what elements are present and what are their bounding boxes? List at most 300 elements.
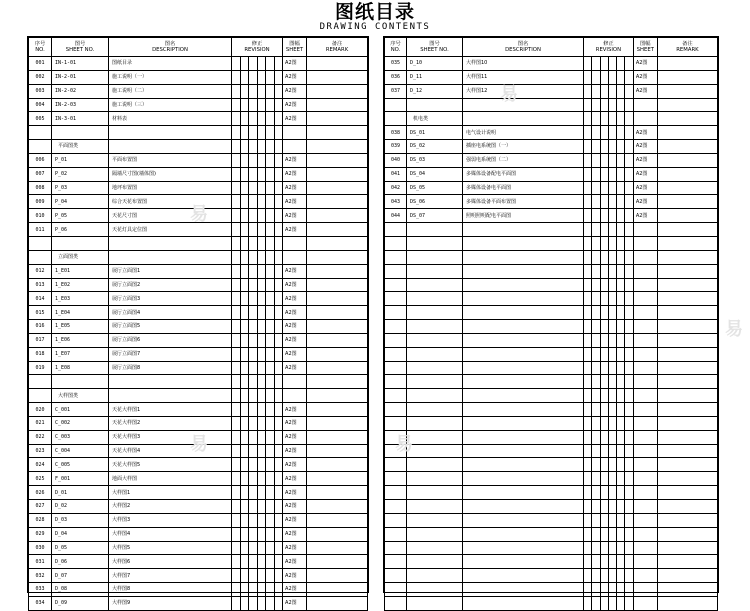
row-remark (307, 195, 368, 209)
row-number: 033 (29, 583, 52, 597)
revision-cell (617, 153, 625, 167)
row-number: 019 (29, 361, 52, 375)
revision-cell (266, 583, 275, 597)
row-sheet-no: C_002 (52, 416, 109, 430)
row-sheet-no: D_06 (52, 555, 109, 569)
revision-cell (232, 320, 241, 334)
row-remark (657, 195, 717, 209)
revision-cell (266, 236, 275, 250)
revision-cell (274, 98, 283, 112)
revision-cell (257, 513, 266, 527)
revision-cell (249, 430, 258, 444)
row-sheet-no (407, 569, 463, 583)
table-header-row (29, 38, 368, 57)
row-sheet-size (633, 500, 657, 514)
revision-cell (274, 181, 283, 195)
row-sheet-size (633, 527, 657, 541)
row-sheet-no: D_12 (407, 84, 463, 98)
revision-cell (266, 472, 275, 486)
revision-cell (625, 444, 633, 458)
row-sheet-size: A2图 (283, 458, 307, 472)
revision-cell (617, 70, 625, 84)
table-row (29, 223, 368, 237)
revision-cell (617, 333, 625, 347)
row-sheet-no (407, 472, 463, 486)
row-sheet-size (633, 430, 657, 444)
row-sheet-no: C_001 (52, 403, 109, 417)
row-sheet-size: A2图 (633, 140, 657, 154)
revision-cell (592, 57, 600, 71)
empty-row (29, 236, 368, 250)
row-number: 003 (29, 84, 52, 98)
row-sheet-size: A2图 (283, 112, 307, 126)
row-number: 040 (385, 153, 407, 167)
row-sheet-size (633, 333, 657, 347)
revision-cell (592, 596, 600, 610)
revision-cell (249, 444, 258, 458)
revision-cell (274, 361, 283, 375)
row-remark (307, 57, 368, 71)
revision-cell (608, 458, 616, 472)
revision-cell (274, 112, 283, 126)
row-remark (657, 126, 717, 140)
revision-cell (625, 583, 633, 597)
revision-cell (257, 555, 266, 569)
row-description: 展厅立面图2 (109, 278, 232, 292)
row-number (385, 513, 407, 527)
revision-cell (592, 250, 600, 264)
revision-cell (625, 569, 633, 583)
row-sheet-no (52, 236, 109, 250)
header-revision: 修正 REVISION (584, 38, 634, 57)
row-sheet-size (633, 555, 657, 569)
revision-cell (232, 513, 241, 527)
revision-cell (584, 223, 592, 237)
row-number: 012 (29, 264, 52, 278)
row-description: 大样图1 (109, 486, 232, 500)
revision-cell (617, 57, 625, 71)
row-sheet-size: A2图 (283, 500, 307, 514)
row-description: 大样图10 (463, 57, 584, 71)
row-remark (657, 333, 717, 347)
row-remark (657, 236, 717, 250)
revision-cell (240, 486, 249, 500)
row-sheet-no: IN-2-01 (52, 70, 109, 84)
revision-cell (617, 292, 625, 306)
revision-cell (266, 84, 275, 98)
row-sheet-size: A2图 (283, 57, 307, 71)
header-no: 序号 NO. (29, 38, 52, 57)
revision-cell (608, 167, 616, 181)
revision-cell (584, 57, 592, 71)
revision-cell (625, 98, 633, 112)
empty-row (385, 458, 718, 472)
revision-cell (600, 84, 608, 98)
row-sheet-size (283, 375, 307, 389)
row-number (385, 333, 407, 347)
revision-cell (232, 209, 241, 223)
revision-cell (625, 278, 633, 292)
row-number (385, 527, 407, 541)
revision-cell (249, 375, 258, 389)
row-description (463, 320, 584, 334)
row-sheet-size: A2图 (283, 195, 307, 209)
revision-cell (592, 264, 600, 278)
row-sheet-no: P_04 (52, 195, 109, 209)
row-sheet-no (407, 278, 463, 292)
revision-cell (249, 416, 258, 430)
revision-cell (240, 320, 249, 334)
row-sheet-no: 1_E07 (52, 347, 109, 361)
revision-cell (592, 458, 600, 472)
row-sheet-size (633, 444, 657, 458)
row-number: 010 (29, 209, 52, 223)
row-remark (657, 278, 717, 292)
revision-cell (625, 250, 633, 264)
revision-cell (257, 98, 266, 112)
revision-cell (274, 126, 283, 140)
row-description (463, 264, 584, 278)
revision-cell (232, 486, 241, 500)
revision-cell (608, 430, 616, 444)
row-description (463, 444, 584, 458)
row-remark (307, 527, 368, 541)
row-description (463, 416, 584, 430)
row-remark (307, 458, 368, 472)
row-sheet-no: 1_E06 (52, 333, 109, 347)
table-row (29, 500, 368, 514)
row-sheet-no (407, 430, 463, 444)
row-sheet-size (633, 98, 657, 112)
row-number (385, 458, 407, 472)
row-remark (657, 500, 717, 514)
revision-cell (600, 500, 608, 514)
revision-cell (592, 292, 600, 306)
revision-cell (266, 140, 275, 154)
revision-cell (592, 112, 600, 126)
row-sheet-size: A2图 (283, 444, 307, 458)
revision-cell (608, 126, 616, 140)
revision-cell (600, 347, 608, 361)
right-contents-table (383, 36, 719, 593)
revision-cell (592, 361, 600, 375)
empty-row (385, 513, 718, 527)
row-sheet-size: A2图 (283, 555, 307, 569)
revision-cell (617, 195, 625, 209)
row-remark (307, 486, 368, 500)
row-number (385, 444, 407, 458)
revision-cell (608, 153, 616, 167)
header-description: 图名 DESCRIPTION (109, 38, 232, 57)
row-description (463, 527, 584, 541)
row-sheet-no: 1_E03 (52, 292, 109, 306)
row-remark (307, 569, 368, 583)
revision-cell (266, 209, 275, 223)
row-sheet-size (633, 112, 657, 126)
revision-cell (625, 167, 633, 181)
row-sheet-no (407, 361, 463, 375)
revision-cell (608, 541, 616, 555)
revision-cell (625, 140, 633, 154)
row-remark (307, 167, 368, 181)
row-sheet-no: IN-1-01 (52, 57, 109, 71)
row-description: 天花大样图2 (109, 416, 232, 430)
row-description (463, 583, 584, 597)
empty-row (29, 126, 368, 140)
row-description: 多媒体设备电平面图 (463, 181, 584, 195)
row-description: 天花尺寸图 (109, 209, 232, 223)
row-description (463, 375, 584, 389)
revision-cell (249, 278, 258, 292)
row-remark (657, 416, 717, 430)
revision-cell (592, 195, 600, 209)
revision-cell (240, 569, 249, 583)
row-sheet-no: D_04 (52, 527, 109, 541)
row-number: 036 (385, 70, 407, 84)
revision-cell (584, 569, 592, 583)
revision-cell (625, 153, 633, 167)
revision-cell (266, 306, 275, 320)
row-description: 施工说明（一） (109, 70, 232, 84)
table-row (29, 181, 368, 195)
header-no: 序号 NO. (385, 38, 407, 57)
row-number: 030 (29, 541, 52, 555)
row-description: 图纸目录 (109, 57, 232, 71)
revision-cell (257, 195, 266, 209)
revision-cell (625, 513, 633, 527)
revision-cell (266, 181, 275, 195)
row-sheet-size: A2图 (283, 292, 307, 306)
revision-cell (249, 569, 258, 583)
row-description: 天花灯具定位图 (109, 223, 232, 237)
revision-cell (592, 430, 600, 444)
row-description (109, 126, 232, 140)
revision-cell (257, 527, 266, 541)
revision-cell (625, 486, 633, 500)
section-row (29, 250, 368, 264)
row-sheet-no (407, 513, 463, 527)
revision-cell (584, 278, 592, 292)
revision-cell (608, 250, 616, 264)
revision-cell (625, 333, 633, 347)
row-remark (307, 126, 368, 140)
revision-cell (584, 513, 592, 527)
header-sheet-no: 图号 SHEET NO. (407, 38, 463, 57)
revision-cell (592, 320, 600, 334)
revision-cell (600, 70, 608, 84)
table-row (29, 569, 368, 583)
row-description (463, 292, 584, 306)
revision-cell (257, 140, 266, 154)
row-number: 042 (385, 181, 407, 195)
revision-cell (240, 375, 249, 389)
revision-cell (240, 112, 249, 126)
row-sheet-no: C_003 (52, 430, 109, 444)
row-number: 026 (29, 486, 52, 500)
revision-cell (274, 596, 283, 610)
revision-cell (232, 140, 241, 154)
revision-cell (249, 209, 258, 223)
revision-cell (257, 278, 266, 292)
row-sheet-size: A2图 (283, 527, 307, 541)
revision-cell (617, 209, 625, 223)
revision-cell (266, 513, 275, 527)
table-row (385, 70, 718, 84)
page-subtitle: DRAWING CONTENTS (319, 22, 431, 32)
revision-cell (617, 583, 625, 597)
row-sheet-size: A2图 (283, 320, 307, 334)
revision-cell (266, 70, 275, 84)
row-sheet-size: A2图 (633, 167, 657, 181)
revision-cell (232, 306, 241, 320)
row-sheet-size (283, 250, 307, 264)
revision-cell (592, 209, 600, 223)
empty-row (385, 320, 718, 334)
revision-cell (600, 486, 608, 500)
row-remark (307, 444, 368, 458)
revision-cell (608, 292, 616, 306)
revision-cell (592, 153, 600, 167)
revision-cell (266, 167, 275, 181)
row-description: 大样图3 (109, 513, 232, 527)
empty-row (385, 596, 718, 610)
revision-cell (617, 167, 625, 181)
row-number: 021 (29, 416, 52, 430)
revision-cell (274, 264, 283, 278)
row-description (463, 347, 584, 361)
empty-row (385, 223, 718, 237)
revision-cell (257, 444, 266, 458)
section-label: 大样图类 (52, 389, 109, 403)
row-number: 037 (385, 84, 407, 98)
revision-cell (274, 167, 283, 181)
row-number (385, 278, 407, 292)
row-number: 001 (29, 57, 52, 71)
row-sheet-size: A2图 (283, 264, 307, 278)
row-number (29, 250, 52, 264)
revision-cell (232, 167, 241, 181)
row-sheet-no: DS_02 (407, 140, 463, 154)
empty-row (385, 555, 718, 569)
row-number: 024 (29, 458, 52, 472)
row-number: 039 (385, 140, 407, 154)
row-description: 施工说明（二） (109, 84, 232, 98)
revision-cell (625, 458, 633, 472)
revision-cell (600, 306, 608, 320)
row-sheet-size (283, 389, 307, 403)
table-row (29, 513, 368, 527)
row-number: 002 (29, 70, 52, 84)
row-remark (657, 403, 717, 417)
row-sheet-no: D_07 (52, 569, 109, 583)
empty-row (385, 333, 718, 347)
row-remark (307, 416, 368, 430)
revision-cell (240, 126, 249, 140)
row-sheet-size: A2图 (283, 223, 307, 237)
revision-cell (249, 541, 258, 555)
table-row (29, 333, 368, 347)
row-description: 展厅立面图4 (109, 306, 232, 320)
revision-cell (274, 306, 283, 320)
row-description: 多媒体设备平面布置图 (463, 195, 584, 209)
revision-cell (584, 541, 592, 555)
row-sheet-no: 1_E04 (52, 306, 109, 320)
revision-cell (274, 70, 283, 84)
row-remark (657, 430, 717, 444)
row-description: 电气设计说明 (463, 126, 584, 140)
revision-cell (625, 361, 633, 375)
revision-cell (584, 181, 592, 195)
revision-cell (584, 84, 592, 98)
revision-cell (625, 347, 633, 361)
row-sheet-size: A2图 (283, 472, 307, 486)
table-row (29, 320, 368, 334)
row-number: 014 (29, 292, 52, 306)
row-sheet-size: A2图 (283, 569, 307, 583)
row-number (385, 541, 407, 555)
row-sheet-no (407, 320, 463, 334)
row-description: 大样图12 (463, 84, 584, 98)
revision-cell (608, 264, 616, 278)
revision-cell (600, 112, 608, 126)
table-row (29, 430, 368, 444)
row-sheet-no: 1_E08 (52, 361, 109, 375)
revision-cell (274, 333, 283, 347)
row-remark (657, 306, 717, 320)
revision-cell (249, 361, 258, 375)
row-description (109, 375, 232, 389)
revision-cell (584, 140, 592, 154)
row-remark (307, 555, 368, 569)
revision-cell (266, 541, 275, 555)
revision-cell (592, 403, 600, 417)
revision-cell (617, 389, 625, 403)
row-number (385, 472, 407, 486)
revision-cell (240, 472, 249, 486)
revision-cell (608, 569, 616, 583)
revision-cell (240, 167, 249, 181)
revision-cell (240, 416, 249, 430)
table-row (385, 140, 718, 154)
row-sheet-no (407, 375, 463, 389)
revision-cell (257, 126, 266, 140)
revision-cell (232, 375, 241, 389)
row-number (385, 306, 407, 320)
table-row (29, 264, 368, 278)
row-description (463, 333, 584, 347)
revision-cell (249, 57, 258, 71)
row-number: 022 (29, 430, 52, 444)
revision-cell (232, 403, 241, 417)
revision-cell (257, 333, 266, 347)
revision-cell (232, 527, 241, 541)
row-number (385, 320, 407, 334)
revision-cell (266, 223, 275, 237)
left-contents-table (27, 36, 369, 607)
row-sheet-no: C_005 (52, 458, 109, 472)
row-description: 大样图7 (109, 569, 232, 583)
revision-cell (274, 541, 283, 555)
revision-cell (249, 250, 258, 264)
revision-cell (274, 444, 283, 458)
row-description (463, 472, 584, 486)
row-description: 天花大样图5 (109, 458, 232, 472)
revision-cell (600, 361, 608, 375)
row-sheet-size: A2图 (283, 430, 307, 444)
revision-cell (232, 278, 241, 292)
revision-cell (249, 486, 258, 500)
revision-cell (617, 541, 625, 555)
